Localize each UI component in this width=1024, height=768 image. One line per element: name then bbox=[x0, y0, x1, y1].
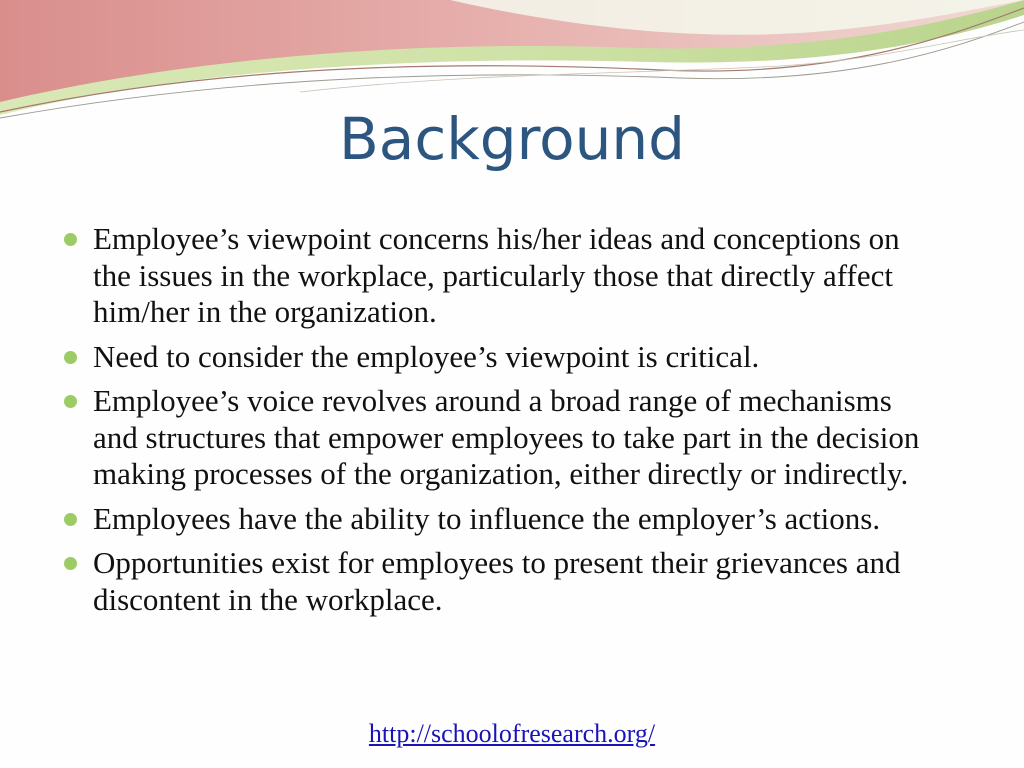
list-item bbox=[62, 545, 942, 618]
website-link[interactable]: http://schoolofresearch.org/ bbox=[368, 719, 656, 748]
footer bbox=[0, 718, 1024, 750]
bullet-dot-icon bbox=[64, 395, 77, 408]
bullet-list bbox=[62, 221, 942, 626]
slide-title: Background bbox=[338, 105, 686, 173]
bullet-dot-icon bbox=[64, 513, 77, 526]
list-item bbox=[62, 383, 942, 493]
bullet-text: Employees have the ability to influence the employer’s actions. bbox=[93, 500, 881, 536]
bullet-dot-icon bbox=[64, 233, 77, 246]
list-item bbox=[62, 221, 942, 331]
bullet-text: Opportunities exist for employees to present their grievances and discontent in the workplace. bbox=[93, 545, 901, 617]
bullet-dot-icon bbox=[64, 351, 77, 364]
bullet-text: Employee’s voice revolves around a broad range of mechanisms and structures that empower employees to take part in the decision making processes of the organization, either directly or indirectly. bbox=[93, 383, 920, 491]
bullet-dot-icon bbox=[64, 557, 77, 570]
list-item bbox=[62, 339, 942, 376]
list-item bbox=[62, 501, 942, 538]
bullet-text: Need to consider the employee’s viewpoint is critical. bbox=[93, 338, 760, 374]
bullet-text: Employee’s viewpoint concerns his/her ideas and conceptions on the issues in the workplace, particularly those that directly affect him/her in the organization. bbox=[93, 221, 900, 329]
